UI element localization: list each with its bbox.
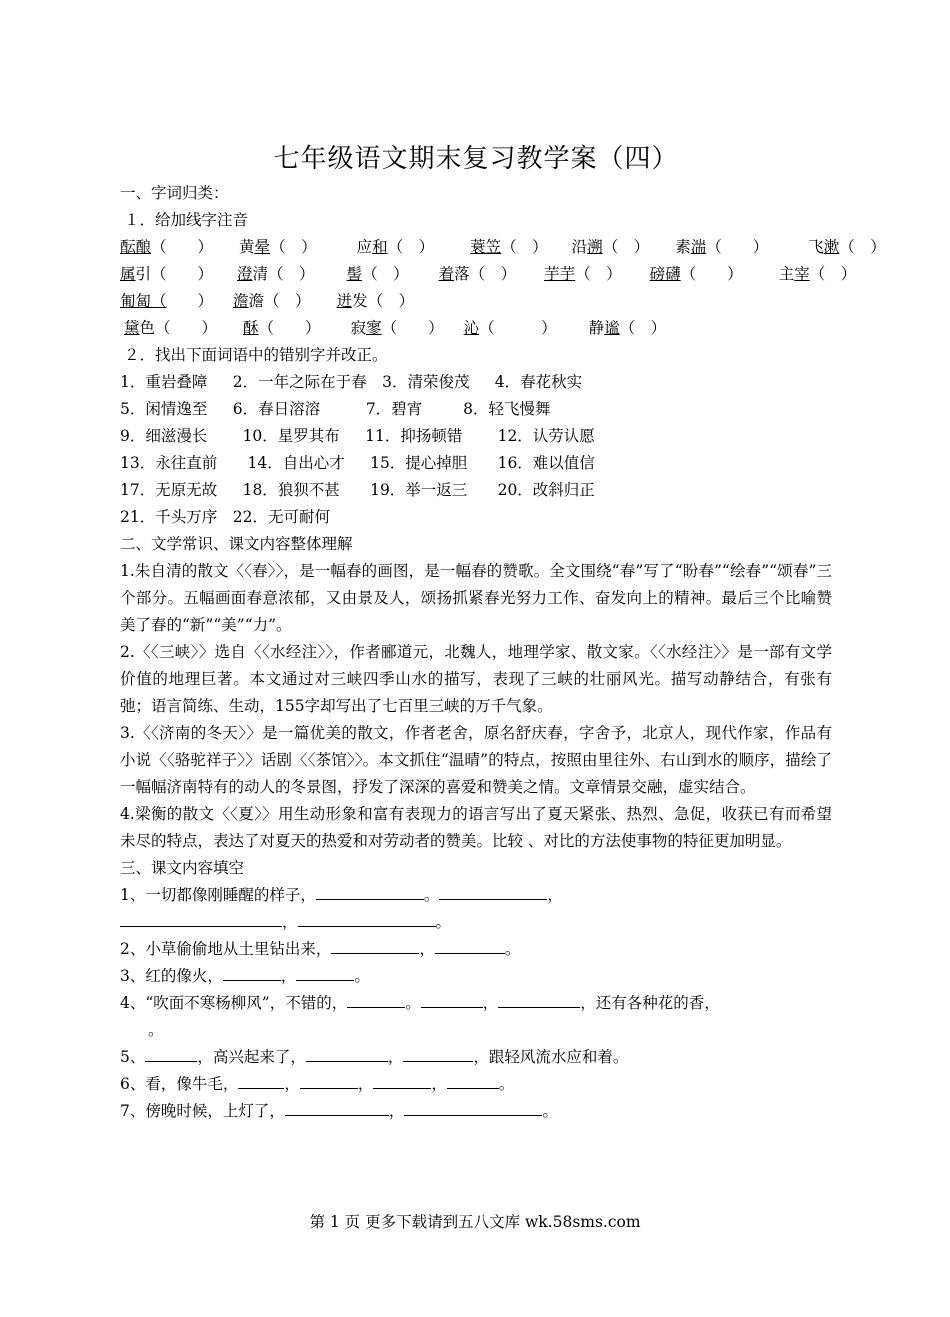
pinyin-item <box>243 315 321 342</box>
answer-blank[interactable] <box>403 1045 473 1062</box>
pinyin-item <box>470 234 548 261</box>
pinyin-prefix: 沿 <box>571 238 588 256</box>
pinyin-item <box>337 288 415 315</box>
answer-blank[interactable] <box>145 1045 197 1062</box>
underlined-chars: 着 <box>438 265 455 283</box>
pinyin-item <box>124 315 217 342</box>
pinyin-item <box>779 261 857 288</box>
page-footer: 第 1 页 更多下载请到五八文库 wk.58sms.com <box>309 1213 641 1231</box>
underlined-chars: 芋芋 <box>544 265 576 283</box>
fill-question-3: 3、红的像火， ， 。 <box>120 963 832 990</box>
underlined-chars: 澄 <box>237 265 253 283</box>
underlined-chars: 漱 <box>823 238 840 256</box>
underlined-chars: 谧 <box>604 319 620 337</box>
fill-question-4-cont: 。 <box>148 1021 164 1039</box>
pinyin-item <box>120 261 213 288</box>
pinyin-answer-parens[interactable]: （ ） <box>501 238 548 256</box>
error-row: 21．千头万序 22．无可耐何 <box>120 508 330 526</box>
paragraph-xia: 4.梁衡的散文〈〈夏〉〉用生动形象和富有表现力的语言写出了夏天紧张、热烈、急促，收获已有而希望未尽的特点，表达了对夏天的热爱和对劳动者的赞美。比较 、对比的方法使事物的特征更加明显。 <box>120 805 832 850</box>
paragraph-sanxia: 2.〈〈三峡〉〉选自〈〈水经注〉〉，作者郦道元，北魏人，地理学家、散文家。〈〈水经注〉〉是一部有文学价值的地理巨著。本文通过对三峡四季山水的描写，表现了三峡的壮丽风光。描写动静结合，有张有弛；语言简练、生动，155字却写出了七百里三峡的万千气象。 <box>120 643 832 715</box>
answer-blank[interactable] <box>223 964 281 981</box>
underlined-chars: 酝酿 <box>120 238 152 256</box>
pinyin-row-1 <box>120 234 886 261</box>
pinyin-row-4 <box>120 315 832 342</box>
pinyin-item <box>808 234 886 261</box>
underlined-chars: 溯 <box>587 238 603 256</box>
pinyin-item <box>120 234 213 261</box>
answer-blank[interactable] <box>296 964 354 981</box>
fill-question-1: 1、一切都像刚睡醒的样子， 。 ， <box>120 882 832 909</box>
pinyin-answer-parens[interactable]: （ ） <box>575 265 622 283</box>
pinyin-prefix: 飞 <box>808 238 824 256</box>
pinyin-item <box>233 288 311 315</box>
underlined-chars: 寥 <box>366 319 382 337</box>
pinyin-row-2 <box>120 261 857 288</box>
section1-sub2: ２．找出下面词语中的错别字并改正。 <box>124 346 388 364</box>
underlined-chars: 迸 <box>336 292 353 310</box>
paragraph-chun: 1.朱自清的散文〈〈春〉〉，是一幅春的画图，是一幅春的赞歌。全文围绕“春”写了“盼春”“绘春”“颂春”三个部分。五幅画面春意浓郁，又由景及人，颂扬抓紧春光努力工作、奋发向上的精神。最后三个比喻赞美了春的“新”“美”“力”。 <box>120 562 832 634</box>
pinyin-row-3 <box>120 288 832 315</box>
answer-blank[interactable] <box>373 1072 431 1089</box>
pinyin-item <box>347 261 409 288</box>
underlined-chars: 黛 <box>124 319 140 337</box>
pinyin-item <box>237 261 315 288</box>
underlined-chars: 属 <box>120 265 136 283</box>
pinyin-answer-parens[interactable]: （ ） <box>479 319 557 337</box>
answer-blank[interactable] <box>439 883 547 900</box>
pinyin-answer-parens[interactable]: ） <box>166 292 214 310</box>
fill-question-7: 7、傍晚时候，上灯了， ， 。 <box>120 1098 832 1125</box>
pinyin-answer-parens[interactable]: （ ） <box>270 238 317 256</box>
section1-heading: 一、字词归类： <box>120 184 229 202</box>
answer-blank[interactable] <box>435 937 505 954</box>
pinyin-item <box>439 261 517 288</box>
answer-blank[interactable] <box>404 1099 542 1116</box>
fill-question-6: 6、看，像牛毛， ， ， ， 。 <box>120 1071 832 1098</box>
page-title: 七年级语文期末复习教学案（四） <box>273 144 679 174</box>
answer-blank[interactable] <box>421 991 483 1008</box>
fill-question-4: 4、“吹面不寒杨柳风”，不错的， 。 ， ，还有各种花的香， <box>120 990 832 1017</box>
pinyin-answer-parens[interactable]: 发（ ） <box>352 292 415 310</box>
pinyin-answer-parens[interactable]: （ ） <box>381 319 444 337</box>
underlined-chars: 澹 <box>233 292 249 310</box>
underlined-chars: 匍匐（ <box>120 292 167 310</box>
answer-blank[interactable] <box>447 1072 499 1089</box>
error-row: 13．永往直前 14．自出心才 15．提心掉胆 16．难以值信 <box>120 454 595 472</box>
answer-blank[interactable] <box>285 1099 389 1116</box>
pinyin-answer-parens[interactable]: （ ） <box>809 265 857 283</box>
pinyin-answer-parens[interactable]: （ ） <box>839 238 886 256</box>
pinyin-item <box>675 234 768 261</box>
section1-sub1: １．给加线字注音 <box>124 211 249 229</box>
pinyin-prefix: 寂 <box>350 319 367 337</box>
underlined-chars: 髻 <box>346 265 363 283</box>
pinyin-item <box>239 234 317 261</box>
underlined-chars: 酥 <box>243 319 259 337</box>
answer-blank[interactable] <box>316 883 424 900</box>
section3-heading: 三、课文内容填空 <box>120 859 245 877</box>
answer-blank[interactable] <box>300 1072 358 1089</box>
underlined-chars: 沁 <box>463 319 480 337</box>
pinyin-prefix: 静 <box>588 319 605 337</box>
underlined-chars: 和 <box>372 238 388 256</box>
pinyin-item <box>650 261 743 288</box>
answer-blank[interactable] <box>498 991 580 1008</box>
pinyin-answer-parens[interactable]: （ ） <box>706 238 769 256</box>
pinyin-answer-parens[interactable]: （ ） <box>258 319 321 337</box>
answer-blank[interactable] <box>120 910 282 927</box>
error-row: 9．细滋漫长 10．星罗其布 11．抑扬顿错 12．认劳认愿 <box>120 427 595 445</box>
pinyin-prefix: 主 <box>778 265 795 283</box>
underlined-chars: 晕 <box>254 238 271 256</box>
answer-blank[interactable] <box>238 1072 284 1089</box>
document-body <box>120 180 886 1125</box>
pinyin-answer-parens[interactable]: 清（ ） <box>252 265 315 283</box>
pinyin-answer-parens[interactable]: （ ） <box>619 319 667 337</box>
pinyin-answer-parens[interactable]: 引（ ） <box>135 265 214 283</box>
pinyin-item <box>351 315 444 342</box>
pinyin-answer-parens[interactable]: 落（ ） <box>454 265 517 283</box>
pinyin-answer-parens[interactable]: 澹（ ） <box>248 292 311 310</box>
answer-blank[interactable] <box>306 1045 388 1062</box>
answer-blank[interactable] <box>331 937 419 954</box>
answer-blank[interactable] <box>347 991 405 1008</box>
pinyin-answer-parens[interactable]: （ ） <box>387 238 435 256</box>
error-row: 5．闲情逸至 6．春日溶溶 7．碧宵 8．轻飞慢舞 <box>120 400 551 418</box>
pinyin-answer-parens[interactable]: （ ） <box>680 265 743 283</box>
pinyin-answer-parens[interactable]: （ ） <box>602 238 650 256</box>
pinyin-item <box>464 315 557 342</box>
answer-blank[interactable] <box>298 910 436 927</box>
error-row: 1．重岩叠障 2．一年之际在于春 3．清荣俊茂 4．春花秋实 <box>120 373 583 391</box>
pinyin-answer-parens[interactable]: （ ） <box>362 265 409 283</box>
pinyin-prefix: 素 <box>675 238 691 256</box>
fill-question-5: 5、 ，高兴起来了， ， ，跟轻风流水应和着。 <box>120 1044 832 1071</box>
fill-question-2: 2、小草偷偷地从土里钻出来， ， 。 <box>120 936 832 963</box>
paragraph-jinan: 3.〈〈济南的冬天〉〉是一篇优美的散文，作者老舍，原名舒庆春，字舍予，北京人，现代作家，作品有小说〈〈骆驼祥子〉〉话剧〈〈茶馆〉〉。本文抓住“温晴”的特点，按照由里往外、右山到水的顺序，描绘了一幅幅济南特有的动人的冬景图，抒发了深深的喜爱和赞美之情。文章情景交融，虚实结合。 <box>120 724 832 796</box>
pinyin-item <box>357 234 435 261</box>
fill-question-1-cont: ， 。 <box>120 909 832 936</box>
section2-heading: 二、文学常识、课文内容整体理解 <box>120 535 353 553</box>
pinyin-item <box>589 315 667 342</box>
pinyin-answer-parens[interactable]: （ ） <box>151 238 214 256</box>
underlined-chars: 蓑笠 <box>470 238 502 256</box>
pinyin-item <box>572 234 650 261</box>
pinyin-item <box>544 261 622 288</box>
pinyin-prefix: 应 <box>356 238 373 256</box>
pinyin-answer-parens[interactable]: 色（ ） <box>139 319 218 337</box>
pinyin-prefix: 黄 <box>239 238 255 256</box>
underlined-chars: 湍 <box>690 238 707 256</box>
underlined-chars: 宰 <box>794 265 810 283</box>
error-row: 17．无原无故 18．狼狈不甚 19．举一返三 20．改斜归正 <box>120 481 595 499</box>
underlined-chars: 磅礴 <box>649 265 681 283</box>
pinyin-item <box>120 288 213 315</box>
